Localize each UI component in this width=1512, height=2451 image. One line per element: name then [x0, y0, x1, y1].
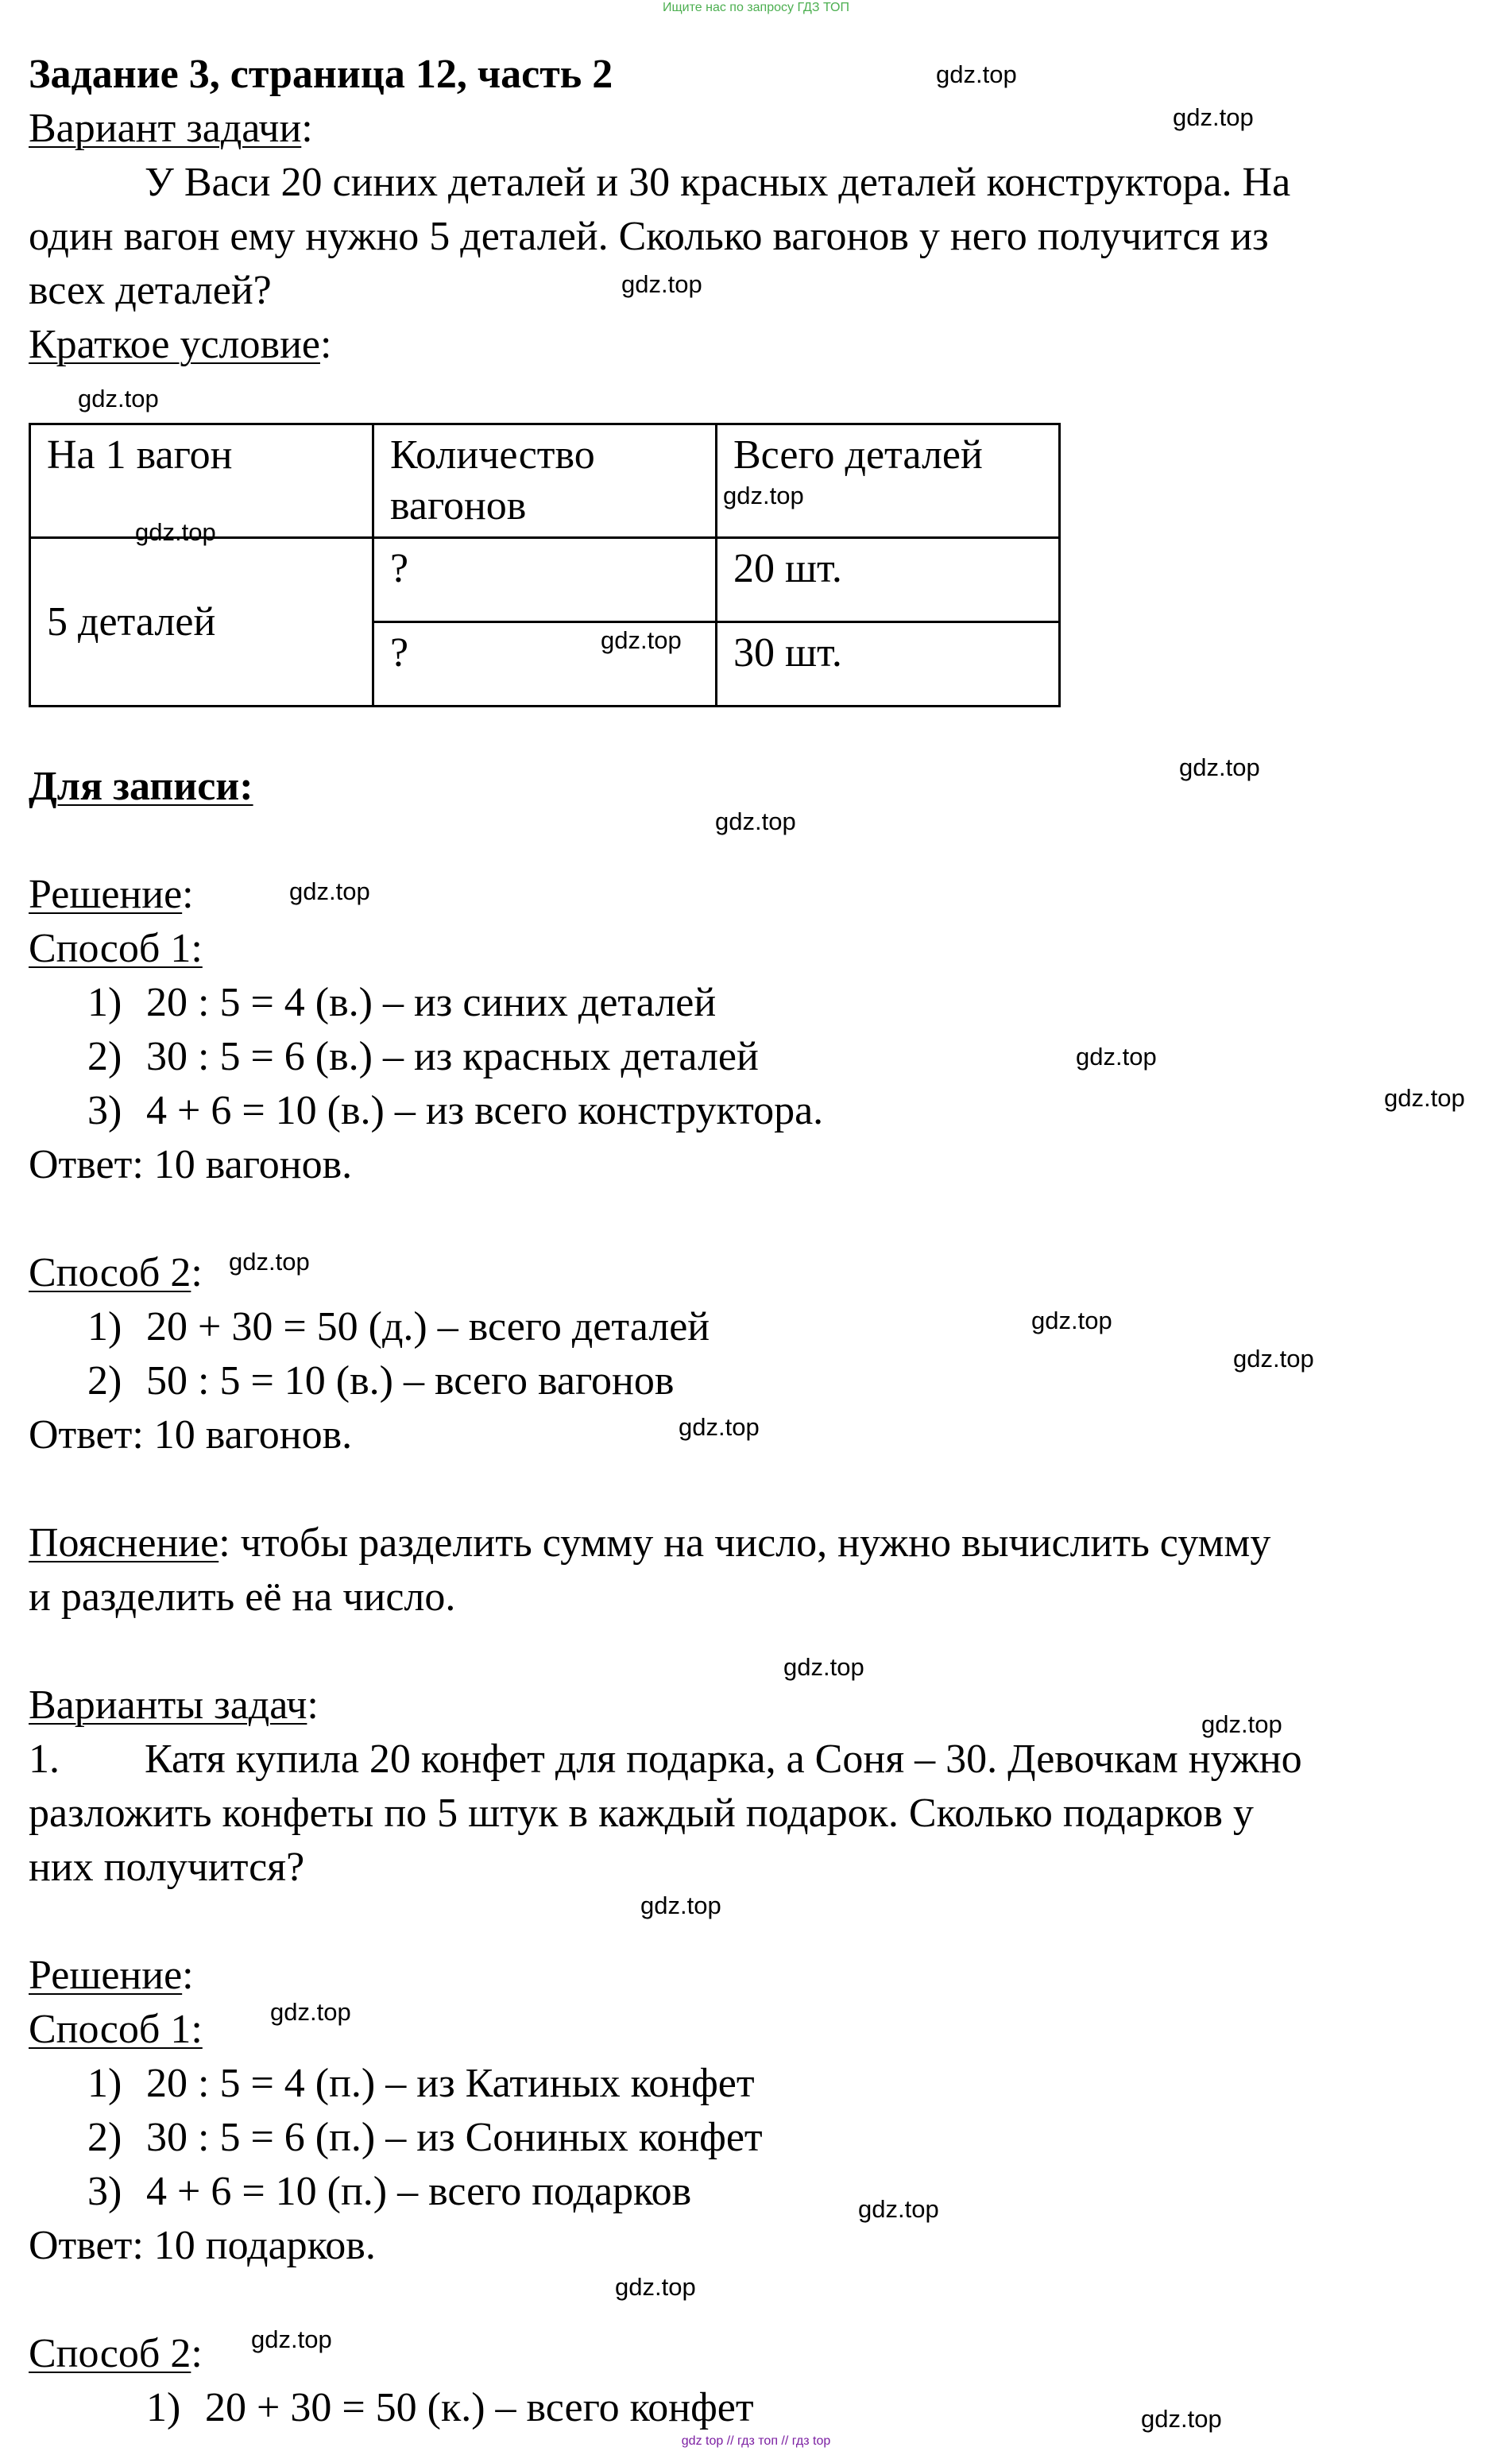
explanation-label: Пояснение: [29, 1520, 219, 1566]
explanation-line2: и разделить её на число.: [29, 1574, 456, 1620]
condition-label: Краткое условие: [29, 322, 320, 367]
watermark: gdz.top: [1384, 1084, 1465, 1112]
method1-step: 3) 4 + 6 = 10 (в.) – из всего конструктора.: [87, 1088, 824, 1133]
variant-text-line2: один вагон ему нужно 5 деталей. Сколько вагонов у него получится из: [29, 214, 1269, 259]
method2-step: 1) 20 + 30 = 50 (д.) – всего деталей: [87, 1304, 710, 1349]
condition-table: [29, 423, 1061, 707]
solution2-method1-heading: Способ 1:: [29, 2007, 203, 2052]
watermark: gdz.top: [1201, 1710, 1282, 1738]
solution2-method1-step: 2) 30 : 5 = 6 (п.) – из Сониных конфет: [87, 2115, 763, 2160]
watermark: gdz.top: [1233, 1345, 1314, 1373]
watermark: gdz.top: [936, 60, 1017, 88]
solution2-method1-step: 1) 20 : 5 = 4 (п.) – из Катиных конфет: [87, 2061, 755, 2106]
method2-heading: Способ 2:: [29, 1250, 203, 1295]
row2-total: 30 шт.: [717, 622, 1060, 707]
per-wagon-value: 5 деталей: [30, 538, 373, 707]
watermark: gdz.top: [1031, 1307, 1112, 1334]
method1-heading: Способ 1:: [29, 926, 203, 971]
solution2-method2-step: 1) 20 + 30 = 50 (к.) – всего конфет: [146, 2385, 754, 2430]
watermark: gdz.top: [858, 2195, 939, 2223]
record-heading: Для записи:: [29, 764, 253, 809]
watermark: gdz.top: [679, 1413, 760, 1441]
solution2-method2-heading: Способ 2:: [29, 2331, 203, 2376]
task1-line1: 1. Катя купила 20 конфет для подарка, а Соня – 30. Девочкам нужно: [29, 1737, 1302, 1782]
task1-line2: разложить конфеты по 5 штук в каждый подарок. Сколько подарков у: [29, 1791, 1254, 1836]
watermark: gdz.top: [615, 2273, 696, 2301]
watermark: gdz.top: [229, 1248, 310, 1276]
page-title: Задание 3, страница 12, часть 2: [29, 52, 613, 97]
variant-text-line1: У Васи 20 синих деталей и 30 красных деталей конструктора. На: [145, 160, 1291, 205]
top-banner[interactable]: Ищите нас по запросу ГДЗ ТОП: [663, 1, 849, 14]
solution2-method1-answer: Ответ: 10 подарков.: [29, 2223, 376, 2268]
watermark: gdz.top: [270, 1998, 351, 2026]
watermark: gdz.top: [135, 518, 216, 546]
variant-label: Вариант задачи: [29, 106, 302, 151]
method1-step: 2) 30 : 5 = 6 (в.) – из красных деталей: [87, 1034, 759, 1079]
task1-line3: них получится?: [29, 1845, 305, 1890]
watermark: gdz.top: [601, 626, 682, 654]
watermark: gdz.top: [1076, 1043, 1157, 1071]
solution2-label: Решение: [29, 1953, 183, 1998]
row1-count: ?: [373, 538, 717, 622]
method2-label: Способ 2: [29, 1250, 191, 1295]
variant-heading: Вариант задачи:: [29, 106, 313, 151]
row2-count: ?: [373, 622, 717, 707]
watermark: gdz.top: [251, 2325, 332, 2353]
solution-heading: Решение:: [29, 872, 194, 917]
bottom-banner[interactable]: gdz top // гдз топ // гдз top: [681, 2434, 831, 2448]
watermark: gdz.top: [621, 270, 702, 298]
watermark: gdz.top: [1179, 753, 1260, 781]
row1-total: 20 шт.: [717, 538, 1060, 622]
watermark: gdz.top: [78, 385, 159, 412]
method1-step: 1) 20 : 5 = 4 (в.) – из синих деталей: [87, 980, 717, 1025]
header-total-parts: Всего деталей: [717, 424, 1060, 538]
watermark: gdz.top: [1173, 103, 1254, 131]
condition-heading: Краткое условие:: [29, 322, 332, 367]
watermark: gdz.top: [783, 1653, 864, 1681]
solution2-heading: Решение:: [29, 1953, 194, 1998]
variants-label: Варианты задач: [29, 1682, 307, 1728]
variant-text-line3: всех деталей?: [29, 268, 272, 313]
method1-answer: Ответ: 10 вагонов.: [29, 1142, 353, 1187]
method2-step: 2) 50 : 5 = 10 (в.) – всего вагонов: [87, 1358, 675, 1404]
explanation-line1: Пояснение: чтобы разделить сумму на число, нужно вычислить сумму: [29, 1520, 1271, 1566]
watermark: gdz.top: [723, 482, 804, 509]
watermark: gdz.top: [715, 807, 796, 835]
watermark: gdz.top: [640, 1891, 721, 1919]
variants-heading: Варианты задач:: [29, 1682, 319, 1728]
watermark: gdz.top: [1141, 2405, 1222, 2433]
method2-answer: Ответ: 10 вагонов.: [29, 1412, 353, 1458]
solution2-method2-label: Способ 2: [29, 2331, 191, 2376]
solution2-method1-step: 3) 4 + 6 = 10 (п.) – всего подарков: [87, 2169, 692, 2214]
watermark: gdz.top: [289, 877, 370, 905]
solution-label: Решение: [29, 872, 183, 917]
header-wagon-count: Количество вагонов: [373, 424, 717, 538]
header-per-wagon: На 1 вагон: [30, 424, 373, 538]
